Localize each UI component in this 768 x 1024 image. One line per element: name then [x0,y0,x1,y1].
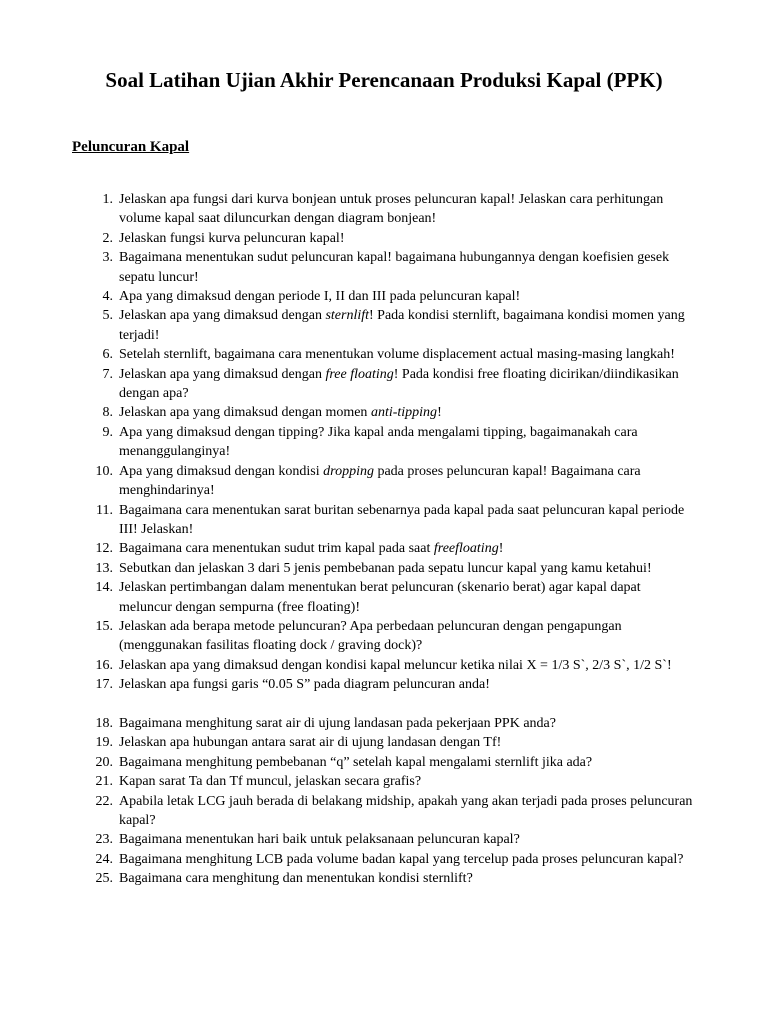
question-item [0,403,768,422]
question-item [0,869,768,888]
question-number: 6. [102,347,113,363]
question-text-segment: Jelaskan apa yang dimaksud dengan momen [119,405,371,421]
question-number: 21. [95,774,113,790]
question-item [0,248,768,287]
question-item [0,306,768,345]
question-number: 4. [102,289,113,305]
question-text-segment: ! Pada kondisi sternlift, bagaimana kondisi momen yang terjadi! [119,308,685,343]
question-text-segment: Jelaskan apa yang dimaksud dengan [119,308,326,324]
question-text [119,190,696,229]
question-text-italic: sternlift [325,308,370,324]
question-item [0,287,768,306]
question-text [119,753,696,772]
question-text-segment: Jelaskan apa fungsi garis “0.05 S” pada diagram peluncuran anda! [119,677,490,693]
question-item [0,578,768,617]
question-text-segment: Bagaimana menghitung pembebanan “q” setelah kapal mengalami sternlift jika ada? [119,754,593,770]
question-text [119,287,696,306]
question-number: 7. [102,366,113,382]
question-text [119,229,696,248]
question-text [119,656,696,675]
document-title: Soal Latihan Ujian Akhir Perencanaan Produksi Kapal (PPK) [105,68,663,92]
question-text-segment: Apabila letak LCG jauh berada di belakang midship, apakah yang akan terjadi pada proses peluncuran kapal? [119,793,693,828]
question-text [119,850,696,869]
question-number: 13. [95,560,113,576]
question-text-italic: free floating [325,366,394,382]
question-text-segment: pada proses peluncuran kapal! Bagaimana cara menghindarinya! [119,463,641,499]
question-item [0,850,768,869]
question-text-segment: Bagaimana menentukan hari baik untuk pelaksanaan peluncuran kapal? [119,832,520,848]
question-text [119,830,696,849]
question-item [0,190,768,229]
question-text-segment: Jelaskan apa hubungan antara sarat air di ujung landasan dengan Tf! [119,735,502,751]
question-text [119,365,696,404]
question-item [0,229,768,248]
question-text-segment: ! [437,405,442,421]
question-text-italic: dropping [323,463,374,479]
question-text [119,792,696,831]
question-text [119,345,696,364]
question-item [0,753,768,772]
question-list [0,190,768,889]
question-text-segment: ! [498,541,504,557]
question-text [119,578,696,617]
question-text [119,733,696,752]
question-text [119,772,696,791]
question-item [0,656,768,675]
question-text [119,501,696,540]
question-number: 19. [95,735,113,751]
question-item [0,423,768,462]
question-text-segment: Setelah sternlift, bagaimana cara menentukan volume displacement actual masing-masing langkah! [119,347,675,363]
question-number: 22. [95,793,113,809]
question-text-segment: Apa yang dimaksud dengan tipping? Jika kapal anda mengalami tipping, bagaimanakah cara menanggulanginya! [119,424,638,460]
question-item [0,830,768,849]
question-text-segment: Jelaskan fungsi kurva peluncuran kapal! [119,230,345,246]
question-text-segment: Sebutkan dan jelaskan 3 dari 5 jenis pembebanan pada sepatu luncur kapal yang kamu ketahui! [119,560,652,576]
question-text [119,559,696,578]
question-number: 12. [95,541,113,557]
question-number: 10. [95,463,113,479]
question-text-segment: Jelaskan apa fungsi dari kurva bonjean untuk proses peluncuran kapal! Jelaskan cara perhitungan volume kapal saat diluncurkan dengan diagram bonjean! [119,192,664,227]
question-text-segment: Bagaimana menghitung LCB pada volume badan kapal yang tercelup pada proses peluncuran kapal? [119,851,684,867]
question-number: 25. [95,871,113,887]
question-number: 24. [95,851,113,867]
question-text-segment: Apa yang dimaksud dengan periode I, II dan III pada peluncuran kapal! [119,289,521,305]
question-number: 17. [95,677,113,693]
question-number: 2. [102,230,113,246]
question-text-segment: Jelaskan ada berapa metode peluncuran? Apa perbedaan peluncuran dengan pengapungan (menggunakan fasilitas floating dock / graving dock)? [119,618,622,654]
question-text [119,869,696,888]
question-text-segment: Jelaskan apa yang dimaksud dengan [119,366,326,382]
question-item [0,559,768,578]
question-text [119,403,696,422]
question-number: 14. [95,580,113,596]
question-text [119,423,696,462]
question-text-segment: Jelaskan pertimbangan dalam menentukan berat peluncuran (skenario berat) agar kapal dapat meluncur dengan sempurna (free floating)! [119,580,641,615]
section-heading: Peluncuran Kapal [72,139,190,155]
question-text-segment: Bagaimana cara menentukan sarat buritan sebenarnya pada kapal pada saat peluncuran kapal periode III! Jelaskan! [119,502,685,537]
question-text-segment: Bagaimana cara menentukan sudut trim kapal pada saat [119,541,434,557]
question-text-segment: Bagaimana menghitung sarat air di ujung landasan pada pekerjaan PPK anda? [119,715,556,731]
question-number: 23. [95,832,113,848]
question-number: 3. [102,250,113,266]
question-text [119,248,696,287]
question-text-segment: Bagaimana cara menghitung dan menentukan kondisi sternlift? [119,871,473,887]
question-number: 20. [95,754,113,770]
question-text-segment: ! Pada kondisi free floating dicirikan/diindikasikan dengan apa? [119,366,679,402]
question-text-segment: Bagaimana menentukan sudut peluncuran kapal! bagaimana hubungannya dengan koefisien gesek sepatu luncur! [119,250,670,285]
question-number: 16. [95,657,113,673]
question-item [0,501,768,540]
question-text [119,714,696,733]
question-number: 8. [102,405,113,421]
question-item [0,714,768,733]
question-text [119,462,696,501]
question-item [0,462,768,501]
question-text-italic: freefloating [433,541,499,557]
question-number: 15. [95,618,113,634]
question-number: 18. [95,715,113,731]
question-number: 1. [102,192,113,207]
question-item [0,772,768,791]
question-text [119,539,696,558]
question-item [0,617,768,656]
question-item [0,345,768,364]
question-item [0,539,768,558]
question-text-segment: Jelaskan apa yang dimaksud dengan kondisi kapal meluncur ketika nilai X = 1/3 S`, 2/3 S`, 1/2 S`! [119,657,672,673]
question-text-italic: anti-tipping [370,405,438,421]
question-text [119,675,696,694]
question-number: 9. [102,424,113,440]
question-item [0,675,768,694]
question-text-segment: Apa yang dimaksud dengan kondisi [119,463,324,479]
question-text [119,617,696,656]
question-number: 11. [96,502,113,518]
question-item [0,365,768,404]
question-text-segment: Kapan sarat Ta dan Tf muncul, jelaskan secara grafis? [119,774,422,790]
question-item [0,792,768,831]
question-text [119,306,696,345]
question-item [0,733,768,752]
question-number: 5. [102,308,113,324]
